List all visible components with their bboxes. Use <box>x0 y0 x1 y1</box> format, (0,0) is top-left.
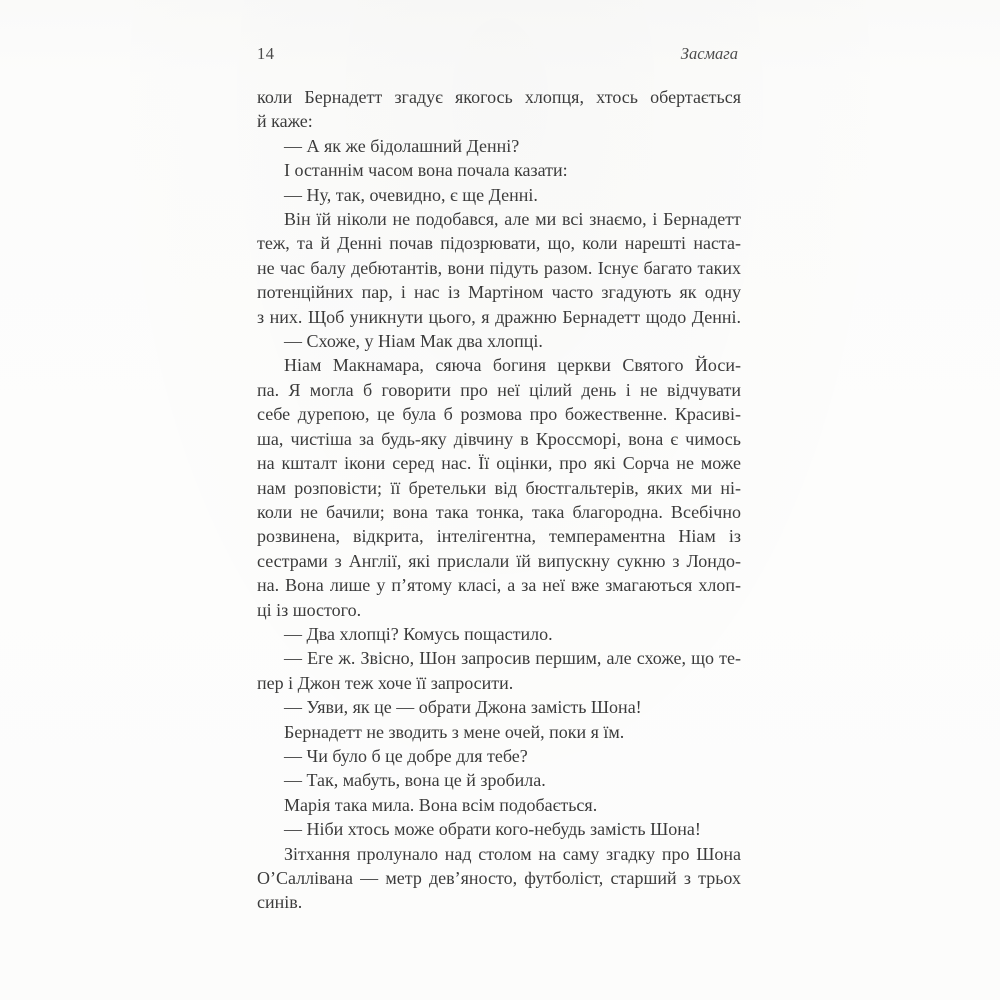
text-line: синів. <box>257 892 303 913</box>
text-line: коли не бачили; вона така тонка, така благородна. Всебічно <box>257 501 741 522</box>
text-line: потенційних пар, і нас із Мартіном часто згадують як одну <box>257 282 741 303</box>
text-line: па. Я могла б говорити про неї цілий день і не відчувати <box>257 379 741 400</box>
text-line: О’Саллівана — метр дев’яносто, футболіст, старший з трьох <box>257 868 741 888</box>
text-line: коли Бернадетт згадує якогось хлопця, хтось обертається <box>257 87 741 107</box>
running-title: Засмага <box>680 44 738 63</box>
text-line: — Уяви, як це — обрати Джона замість Шона! <box>284 697 642 718</box>
text-line: теж, та й Денні почав підозрювати, що, коли нарешті наста- <box>257 233 741 254</box>
text-line: І останнім часом вона почала казати: <box>284 160 568 181</box>
text-line: — Ну, так, очевидно, є ще Денні. <box>284 184 538 205</box>
text-line: Марія така мила. Вона всім подобається. <box>284 794 598 815</box>
text-line: ці із шостого. <box>257 599 362 620</box>
text-line: — Еге ж. Звісно, Шон запросив першим, але схоже, що те- <box>284 648 741 669</box>
text-line: — Так, мабуть, вона це й зробила. <box>284 770 546 791</box>
text-line: сестрами з Англії, які прислали їй випускну сукню з Лондо- <box>257 550 741 571</box>
page-number: 14 <box>257 44 275 63</box>
text-line: Він їй ніколи не подобався, але ми всі знаємо, і Бернадетт <box>284 209 741 230</box>
text-line: розвинена, відкрита, інтелігентна, темпераментна Ніам із <box>257 526 741 547</box>
text-line: — Два хлопці? Комусь пощастило. <box>284 623 553 644</box>
text-line: Зітхання пролунало над столом на саму згадку про Шона <box>284 843 741 864</box>
text-line: не час балу дебютантів, вони підуть разом. Існує багато таких <box>257 257 741 278</box>
text-line: з них. Щоб уникнути цього, я дражню Бернадетт щодо Денні. <box>257 306 741 327</box>
text-line: нам розповісти; її бретельки від бюстгальтерів, яких ми ні- <box>257 477 741 498</box>
text-line: себе дурепою, це була б розмова про божественне. Красиві- <box>257 404 741 425</box>
text-line: — Схоже, у Ніам Мак два хлопці. <box>284 331 543 352</box>
text-line: на кшталт ікони серед нас. Її оцінки, про які Сорча не може <box>257 453 741 474</box>
text-line: Ніам Макнамара, сяюча богиня церкви Святого Йоси- <box>284 355 741 376</box>
page-header <box>257 44 738 64</box>
text-line: пер і Джон теж хоче її запросити. <box>257 672 514 693</box>
text-line: Бернадетт не зводить з мене очей, поки я їм. <box>284 721 625 742</box>
text-line: й каже: <box>257 111 313 132</box>
text-line: — Чи було б це добре для тебе? <box>284 745 528 766</box>
text-line: — Ніби хтось може обрати кого-небудь замість Шона! <box>284 819 701 840</box>
text-line: на. Вона лише у п’ятому класі, а за неї вже змагаються хлоп- <box>257 575 741 596</box>
text-line: ша, чистіша за будь-яку дівчину в Кроссморі, вона є чимось <box>257 428 741 449</box>
text-body <box>257 85 741 915</box>
text-line: — А як же бідолашний Денні? <box>284 135 520 156</box>
